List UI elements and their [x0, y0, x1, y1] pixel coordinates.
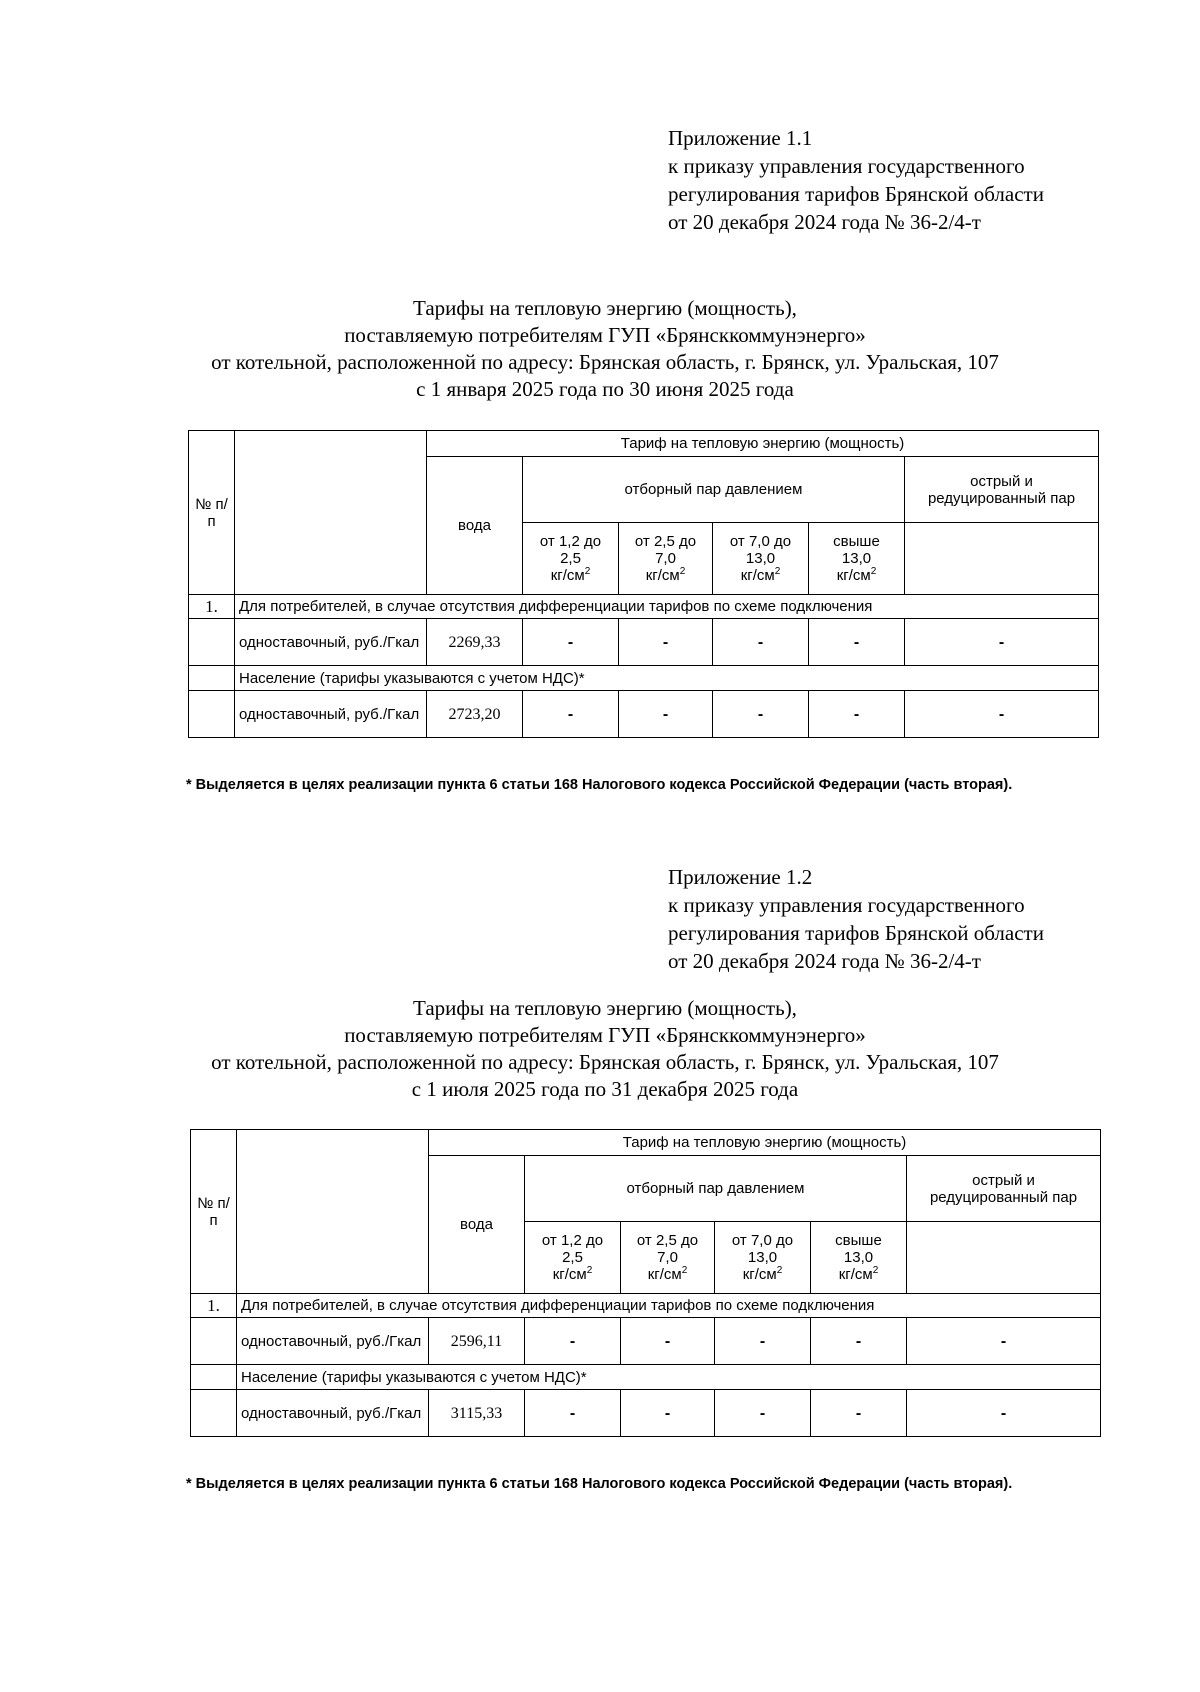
sharp-steam-subheader	[907, 1222, 1101, 1294]
rate-label: одноставочный, руб./Гкал	[237, 1318, 429, 1365]
row-number-empty	[189, 666, 235, 691]
tariff-group-header: Тариф на тепловую энергию (мощность)	[429, 1130, 1101, 1156]
title-line: поставляемую потребителям ГУП «Брянсккоммунэнерго»	[344, 323, 866, 347]
rate-label: одноставочный, руб./Гкал	[237, 1390, 429, 1437]
appendix-order-line: регулирования тарифов Брянской области	[668, 182, 1044, 206]
rate-label: одноставочный, руб./Гкал	[235, 619, 427, 666]
tariff-value: -	[907, 1318, 1101, 1365]
pressure-range-header: от 7,0 до 13,0 $кг/см^2$	[713, 523, 809, 595]
tariff-value: -	[811, 1318, 907, 1365]
appendix-order-line: к приказу управления государственного	[668, 893, 1025, 917]
title-line: поставляемую потребителям ГУП «Брянсккоммунэнерго»	[344, 1023, 866, 1047]
appendix-order-date: от 20 декабря 2024 года № 36-2/4-т	[668, 949, 981, 973]
tariff-value: -	[525, 1318, 621, 1365]
appendix-order-line: к приказу управления государственного	[668, 154, 1025, 178]
tariff-value: -	[523, 619, 619, 666]
row-number-empty	[191, 1365, 237, 1390]
title-line: от котельной, расположенной по адресу: Брянская область, г. Брянск, ул. Уральская, 107	[211, 1050, 999, 1074]
pressure-range-header: от 2,5 до 7,0 $кг/см^2$	[619, 523, 713, 595]
tariff-value: -	[525, 1390, 621, 1437]
sharp-steam-header: острый и редуцированный пар	[907, 1156, 1101, 1222]
document-title-1	[0, 295, 1200, 403]
tariff-value: -	[811, 1390, 907, 1437]
appendix-order-date: от 20 декабря 2024 года № 36-2/4-т	[668, 210, 981, 234]
col-number-header: № п/п	[189, 431, 235, 595]
tariff-value: -	[715, 1390, 811, 1437]
tariff-value: -	[905, 691, 1099, 738]
appendix-number: Приложение 1.2	[668, 865, 813, 889]
title-line: Тарифы на тепловую энергию (мощность),	[413, 296, 797, 320]
footnote-2: * Выделяется в целях реализации пункта 6 статьи 168 Налогового кодекса Российской Федерации (часть вторая).	[186, 1476, 1013, 1492]
tariff-value: -	[523, 691, 619, 738]
tariff-value: -	[621, 1390, 715, 1437]
pressure-range-header: от 1,2 до 2,5 $кг/см^2$	[523, 523, 619, 595]
pressure-range-header: свыше 13,0 $кг/см^2$	[809, 523, 905, 595]
rate-label: одноставочный, руб./Гкал	[235, 691, 427, 738]
tariff-value: -	[907, 1390, 1101, 1437]
row-number: 1.	[191, 1294, 237, 1318]
water-tariff-value: 2596,11	[429, 1318, 525, 1365]
tariff-value: -	[713, 691, 809, 738]
extract-steam-header: отборный пар давлением	[525, 1156, 907, 1222]
footnote-1: * Выделяется в целях реализации пункта 6 статьи 168 Налогового кодекса Российской Федерации (часть вторая).	[186, 777, 1013, 793]
sharp-steam-subheader	[905, 523, 1099, 595]
tariff-value: -	[621, 1318, 715, 1365]
col-label-header	[235, 431, 427, 595]
appendix-order-line: регулирования тарифов Брянской области	[668, 921, 1044, 945]
water-tariff-value: 2723,20	[427, 691, 523, 738]
appendix-header-1	[668, 124, 1044, 236]
extract-steam-header: отборный пар давлением	[523, 457, 905, 523]
row-number: 1.	[189, 595, 235, 619]
sharp-steam-header: острый и редуцированный пар	[905, 457, 1099, 523]
tariff-group-header: Тариф на тепловую энергию (мощность)	[427, 431, 1099, 457]
pressure-range-header: от 1,2 до 2,5 $кг/см^2$	[525, 1222, 621, 1294]
tariff-value: -	[809, 619, 905, 666]
tariff-value: -	[715, 1318, 811, 1365]
row-number-empty	[189, 691, 235, 738]
pressure-range-header: от 2,5 до 7,0 $кг/см^2$	[621, 1222, 715, 1294]
population-group-row: Население (тарифы указываются с учетом НДС)*	[235, 666, 1099, 691]
tariff-value: -	[713, 619, 809, 666]
appendix-number: Приложение 1.1	[668, 126, 813, 150]
tariff-value: -	[809, 691, 905, 738]
col-number-header: № п/п	[191, 1130, 237, 1294]
title-line: Тарифы на тепловую энергию (мощность),	[413, 996, 797, 1020]
tariff-table-1	[188, 430, 1099, 738]
title-line: с 1 января 2025 года по 30 июня 2025 года	[416, 377, 794, 401]
tariff-value: -	[905, 619, 1099, 666]
tariff-value: -	[619, 619, 713, 666]
pressure-range-header: от 7,0 до 13,0 $кг/см^2$	[715, 1222, 811, 1294]
consumer-group-row: Для потребителей, в случае отсутствия дифференциации тарифов по схеме подключения	[235, 595, 1099, 619]
row-number-empty	[189, 619, 235, 666]
water-tariff-value: 2269,33	[427, 619, 523, 666]
row-number-empty	[191, 1390, 237, 1437]
population-group-row: Население (тарифы указываются с учетом НДС)*	[237, 1365, 1101, 1390]
row-number-empty	[191, 1318, 237, 1365]
water-tariff-value: 3115,33	[429, 1390, 525, 1437]
title-line: от котельной, расположенной по адресу: Брянская область, г. Брянск, ул. Уральская, 107	[211, 350, 999, 374]
tariff-value: -	[619, 691, 713, 738]
appendix-header-2	[668, 863, 1044, 975]
consumer-group-row: Для потребителей, в случае отсутствия дифференциации тарифов по схеме подключения	[237, 1294, 1101, 1318]
document-title-2	[0, 995, 1200, 1103]
water-header: вода	[429, 1156, 525, 1294]
water-header: вода	[427, 457, 523, 595]
col-label-header	[237, 1130, 429, 1294]
title-line: с 1 июля 2025 года по 31 декабря 2025 года	[411, 1077, 799, 1101]
pressure-range-header: свыше 13,0 $кг/см^2$	[811, 1222, 907, 1294]
tariff-table-2	[190, 1129, 1101, 1437]
